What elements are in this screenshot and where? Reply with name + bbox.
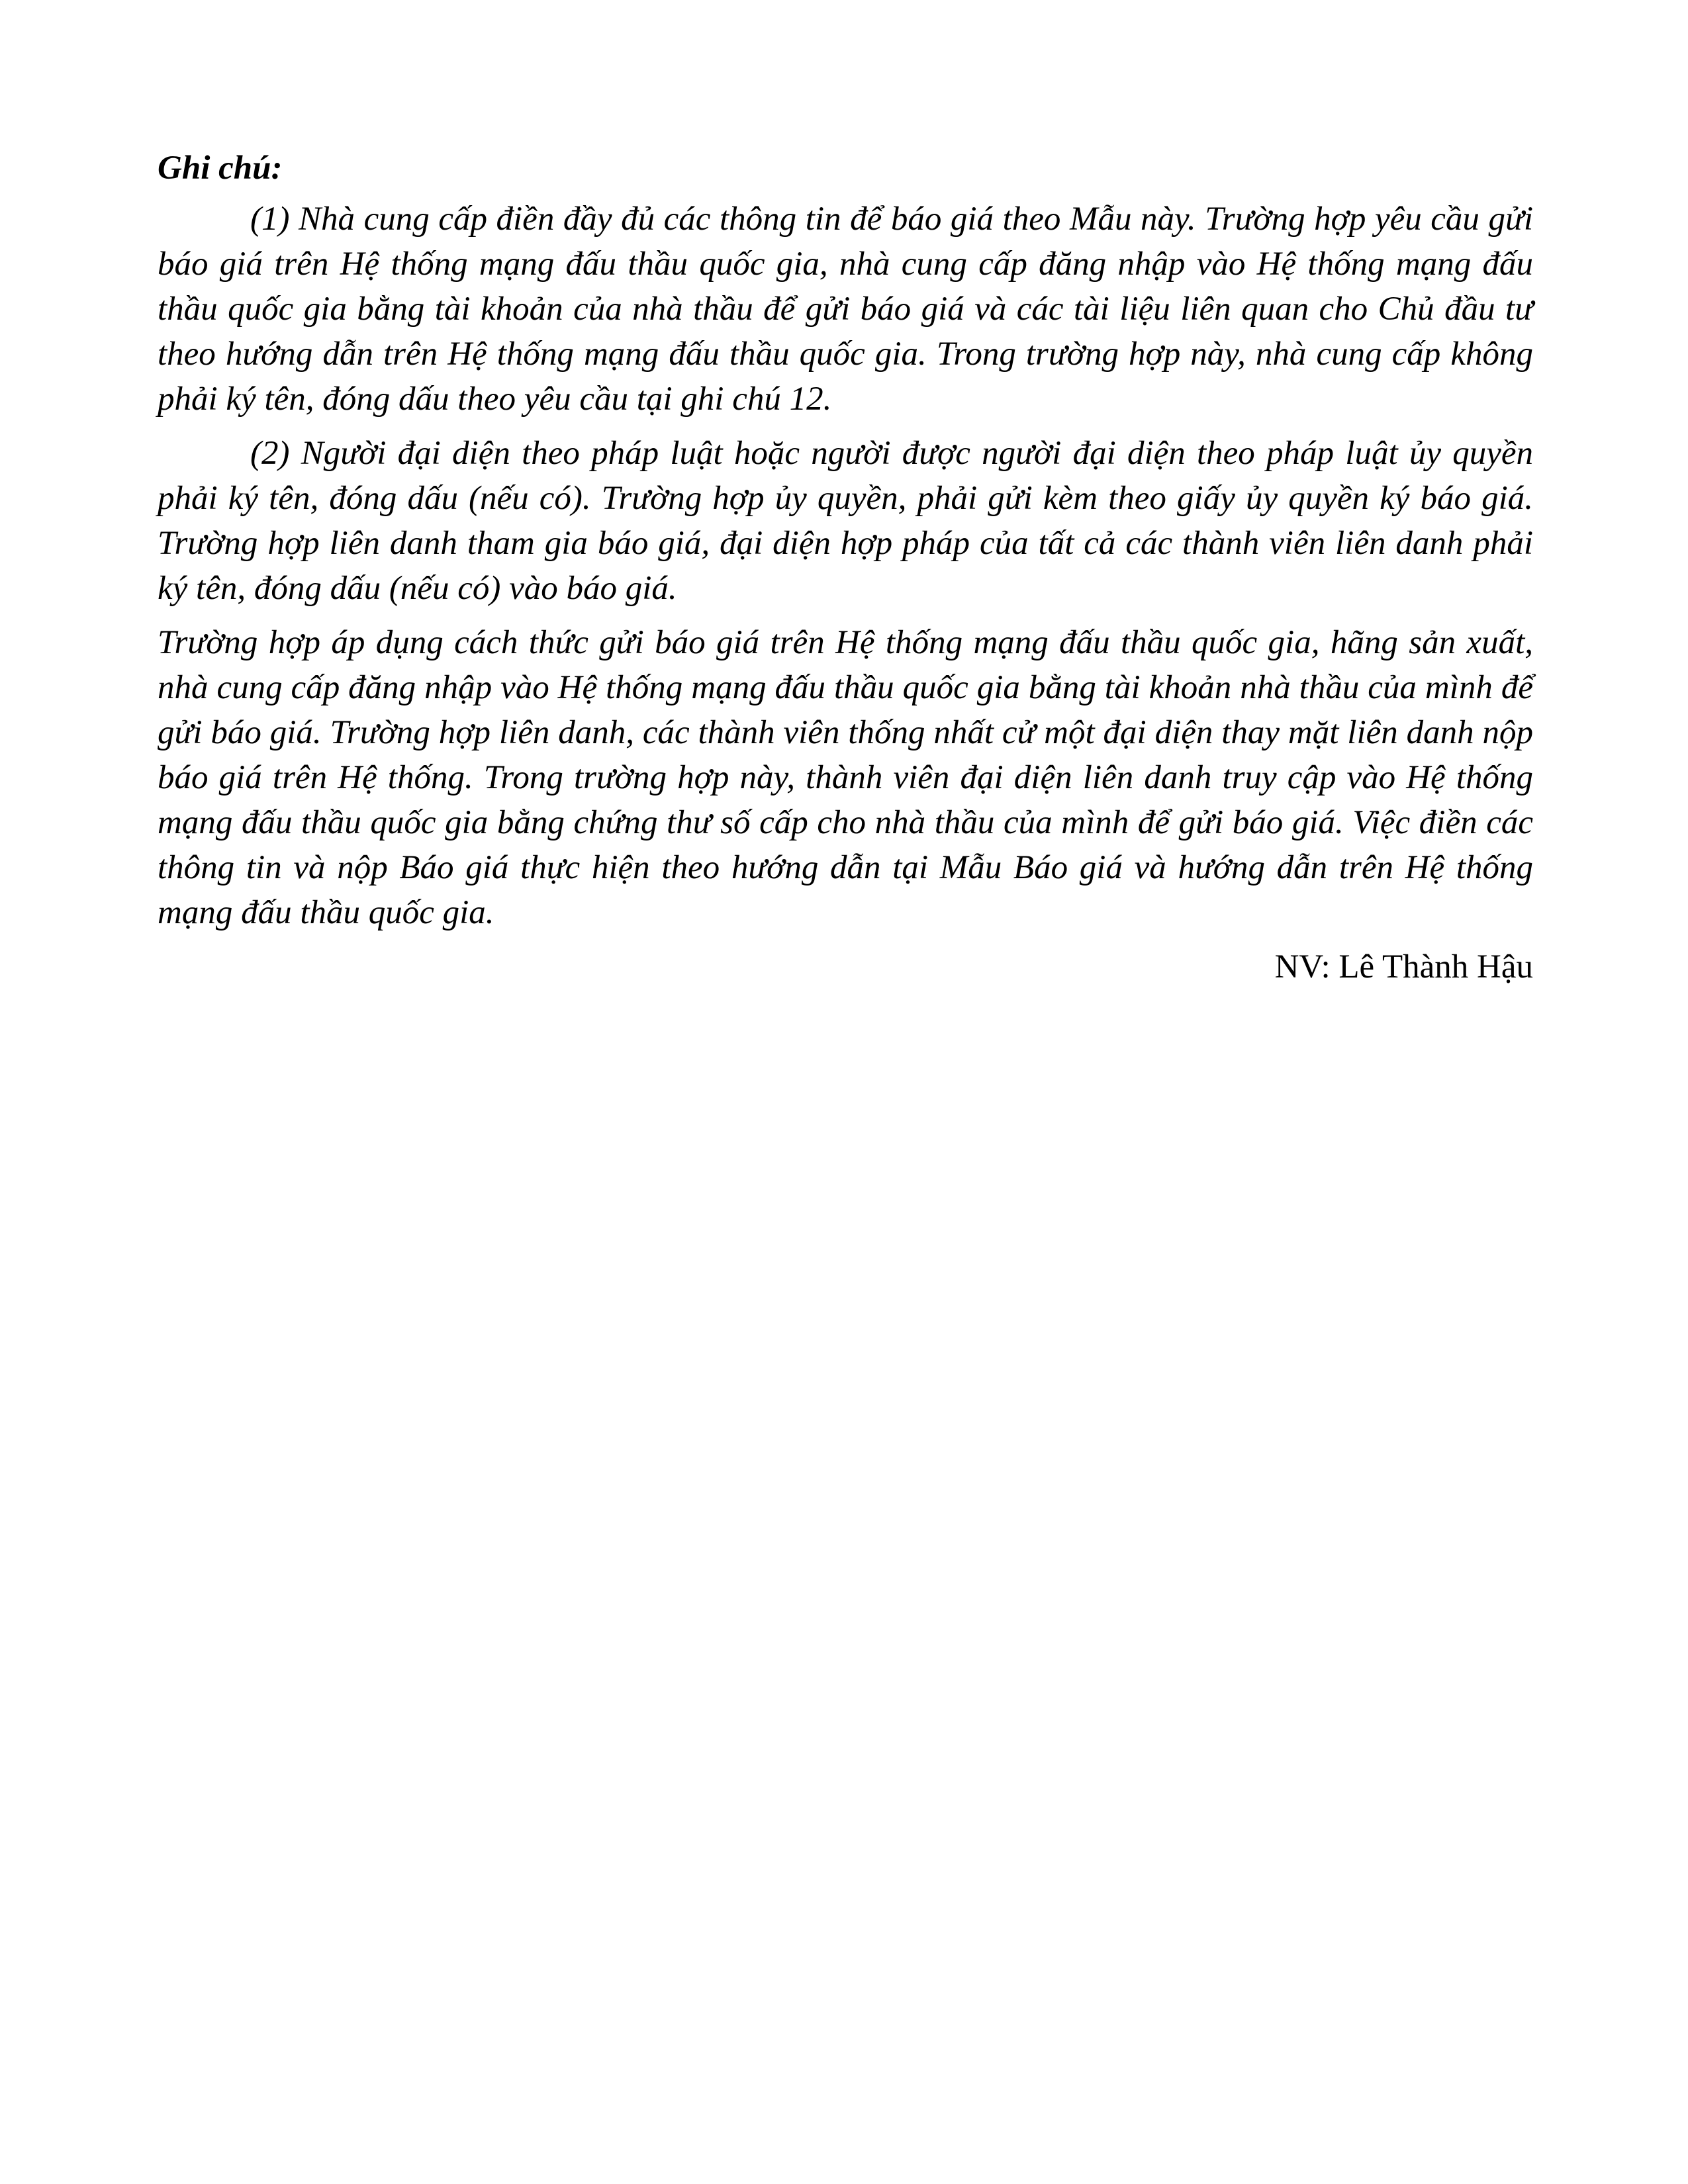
signature-line: NV: Lê Thành Hậu bbox=[1274, 948, 1533, 985]
note-3-paragraph: Trường hợp áp dụng cách thức gửi báo giá trên Hệ thống mạng đấu thầu quốc gia, hãng sản xuất, nhà cung cấp đăng nhập vào Hệ thống mạng đấu thầu quốc gia bằng tài khoản nhà thầu của mình để gửi báo giá. Trường hợp liên danh, các thành viên thống nhất cử một đại diện thay mặt liên danh nộp báo giá trên Hệ thống. Trong trường hợp này, thành viên đại diện liên danh truy cập vào Hệ thống mạng đấu thầu quốc gia bằng chứng thư số cấp cho nhà thầu của mình để gửi báo giá. Việc điền các thông tin và nộp Báo giá thực hiện theo hướng dẫn tại Mẫu Báo giá và hướng dẫn trên Hệ thống mạng đấu thầu quốc gia. bbox=[158, 624, 1533, 931]
notes-heading: Ghi chú: bbox=[158, 150, 283, 187]
note-2-paragraph: (2) Người đại diện theo pháp luật hoặc người được người đại diện theo pháp luật ủy quyền phải ký tên, đóng dấu (nếu có). Trường hợp ủy quyền, phải gửi kèm theo giấy ủy quyền ký báo giá. Trường hợp liên danh tham gia báo giá, đại diện hợp pháp của tất cả các thành viên liên danh phải ký tên, đóng dấu (nếu có) vào báo giá. bbox=[158, 435, 1533, 607]
document-page bbox=[158, 146, 1533, 1023]
note-1-paragraph: (1) Nhà cung cấp điền đầy đủ các thông tin để báo giá theo Mẫu này. Trường hợp yêu cầu gửi báo giá trên Hệ thống mạng đấu thầu quốc gia, nhà cung cấp đăng nhập vào Hệ thống mạng đấu thầu quốc gia bằng tài khoản của nhà thầu để gửi báo giá và các tài liệu liên quan cho Chủ đầu tư theo hướng dẫn trên Hệ thống mạng đấu thầu quốc gia. Trong trường hợp này, nhà cung cấp không phải ký tên, đóng dấu theo yêu cầu tại ghi chú 12. bbox=[158, 201, 1533, 418]
